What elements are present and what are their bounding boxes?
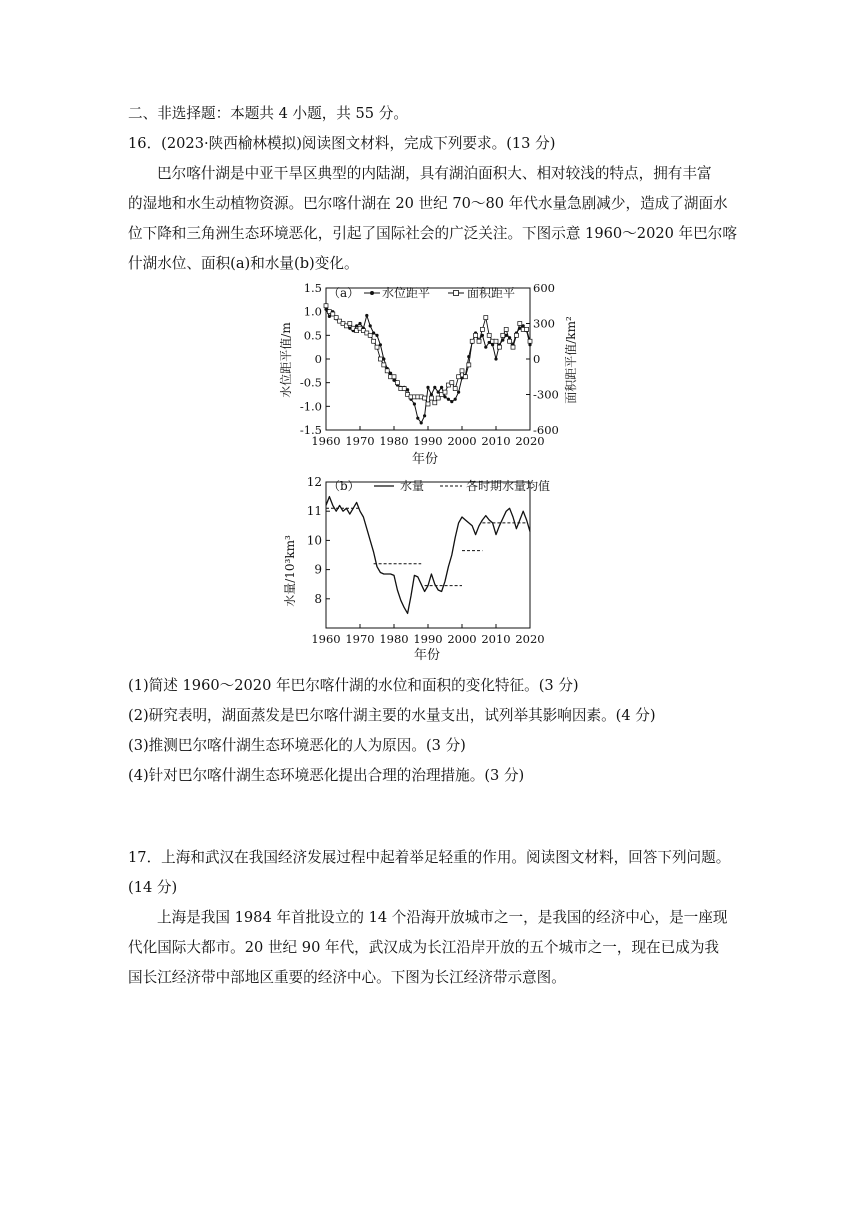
chart-a-y2tick-label: 300 [533,316,555,331]
chart-b-ytick-label: 8 [314,591,322,606]
chart-a-area-point [497,345,501,349]
chart-a-area-point [433,401,437,405]
chart-a-area-point [525,327,529,331]
chart-a-level-point [494,357,497,360]
q16-para-line: 位下降和三角洲生态环境恶化，引起了国际社会的广泛关注。下图示意 1960～2020 年巴尔喀 [128,225,737,242]
section-heading: 二、非选择题：本题共 4 小题，共 55 分。 [128,105,408,122]
chart-a-area-point [477,339,481,343]
q16-question: (3)推测巴尔喀什湖生态环境恶化的人为原因。(3 分) [128,737,466,754]
chart-b-ytick-label: 9 [314,562,322,577]
chart-a-area-point [395,381,399,385]
chart-a-area-point [429,396,433,400]
chart-a-area-point [368,333,372,337]
q16-question: (4)针对巴尔喀什湖生态环境恶化提出合理的治理措施。(3 分) [128,767,525,784]
chart-b-xtick-label: 2020 [515,632,545,646]
legend-label-mean: 各时期水量均值 [466,479,551,493]
chart-a-level-point [375,334,378,337]
chart-a-level-point [413,402,416,405]
chart-b-volume-line [326,497,530,614]
legend-label-level: 水位距平 [382,286,431,300]
chart-a-y2tick-label: 600 [533,282,555,295]
chart-a-area-point [443,390,447,394]
chart-a-area-point [348,322,352,326]
chart-b-water-volume [270,474,590,664]
chart-a-area-point [375,345,379,349]
chart-a-ytick-label: 1.0 [303,304,322,319]
chart-a-area-point [484,316,488,320]
chart-a-area-point [514,333,518,337]
chart-a-level-point [423,414,426,417]
chart-a-ylabel: 水位距平值/m [279,322,293,398]
chart-a-area-point [518,322,522,326]
chart-b-xlabel: 年份 [413,648,441,663]
chart-a-ytick-label: -1.0 [299,399,322,414]
chart-a-ytick-label: 1.5 [303,282,322,295]
chart-a-ytick-label: -0.5 [299,375,322,390]
chart-a-xtick-label: 1980 [379,434,409,448]
chart-a-level-point [420,421,423,424]
chart-a-area-point [423,396,427,400]
chart-a-level-point [426,386,429,389]
chart-a-area-point [501,333,505,337]
chart-a-area-point [324,304,328,308]
chart-a-area-point [508,339,512,343]
chart-a-area-point [450,381,454,385]
chart-b-xtick-label: 1980 [379,632,409,646]
chart-a-area-point [382,363,386,367]
q16-para-line: 巴尔喀什湖是中亚干旱区典型的内陆湖，具有湖泊面积大、相对较浅的特点，拥有丰富 [157,165,712,182]
chart-a-xtick-label: 1970 [345,434,375,448]
q17-title-cont: (14 分) [128,879,178,896]
q17-para-line: 国长江经济带中部地区重要的经济中心。下图为长江经济带示意图。 [128,969,566,986]
chart-a-area-point [487,333,491,337]
q17-title: 17．上海和武汉在我国经济发展过程中起着举足轻重的作用。阅读图文材料，回答下列问题。 [128,849,731,866]
chart-a-xtick-label: 1960 [311,434,341,448]
chart-b-ylabel: 水量/10³km³ [283,535,297,607]
chart-a-level-point [457,391,460,394]
chart-b-xtick-label: 2000 [447,632,477,646]
chart-a-level-point [450,400,453,403]
chart-b-xtick-label: 1970 [345,632,375,646]
chart-a-area-point [460,369,464,373]
chart-a-area-point [528,339,532,343]
chart-a-level-point [440,386,443,389]
chart-a-level-point [365,314,368,317]
chart-b-panel-label: （b） [328,479,360,493]
chart-a-area-point [402,387,406,391]
chart-a-area-point [453,387,457,391]
chart-b-ytick-label: 10 [306,533,322,548]
chart-a-area-point [504,327,508,331]
chart-a-area-point [372,339,376,343]
chart-a-level-point [369,324,372,327]
chart-a-level-point [416,417,419,420]
chart-a-area-point [474,333,478,337]
chart-a-xtick-label: 1990 [413,434,443,448]
chart-a-frame [326,288,530,430]
chart-a-level-point [491,343,494,346]
chart-a-area-point [457,375,461,379]
q16-question: (2)研究表明，湖面蒸发是巴尔喀什湖主要的水量支出，试列举其影响因素。(4 分) [128,707,656,724]
chart-a-level-point [447,398,450,401]
chart-a-level-point [358,322,361,325]
chart-a-panel-label: （a） [328,286,360,300]
chart-a-area-point [470,339,474,343]
legend-marker-level [370,291,374,295]
chart-a-ytick-label: 0 [314,352,322,366]
chart-a-xtick-label: 2000 [447,434,477,448]
q17-para-line: 上海是我国 1984 年首批设立的 14 个沿海开放城市之一，是我国的经济中心，是一座现 [157,909,728,926]
chart-a-y2tick-label: -600 [533,423,559,437]
chart-b-xtick-label: 1990 [413,632,443,646]
chart-a-level-point [430,393,433,396]
chart-a-y2tick-label: -300 [533,387,559,402]
chart-a-level-point [484,346,487,349]
chart-a-area-point [467,363,471,367]
q16-title: 16．(2023·陕西榆林模拟)阅读图文材料，完成下列要求。(13 分) [128,135,556,152]
q16-para-line: 的湿地和水生动植物资源。巴尔喀什湖在 20 世纪 70～80 年代水量急剧减少，造成了湖面水 [128,195,728,212]
chart-a-ytick-label: 0.5 [303,328,322,343]
chart-b-ytick-label: 12 [306,475,322,489]
legend-label-area: 面积距平 [467,286,516,300]
chart-b-xtick-label: 2010 [481,632,511,646]
chart-a-water-level-area [270,282,590,468]
chart-a-y2tick-label: 0 [533,352,541,366]
chart-b-ytick-label: 11 [306,504,322,519]
q16-para-line: 什湖水位、面积(a)和水量(b)变化。 [128,255,359,272]
chart-a-level-point [528,343,531,346]
chart-a-area-point [511,345,515,349]
chart-a-y2label: 面积距平值/km² [564,316,578,404]
chart-a-area-point [385,369,389,373]
legend-label-volume: 水量 [400,479,425,493]
chart-a-level-point [454,398,457,401]
chart-b-xtick-label: 1960 [311,632,341,646]
chart-a-level-point [433,386,436,389]
chart-a-xlabel: 年份 [411,452,439,467]
chart-a-area-point [378,357,382,361]
chart-a-area-point [494,339,498,343]
chart-a-area-point [426,402,430,406]
chart-a-area-point [480,327,484,331]
q16-question: (1)简述 1960～2020 年巴尔喀什湖的水位和面积的变化特征。(3 分) [128,677,579,694]
legend-marker-area [454,291,459,296]
chart-a-area-point [463,375,467,379]
chart-a-xtick-label: 2020 [515,434,545,448]
chart-a-ytick-label: -1.5 [299,423,322,437]
chart-a-xtick-label: 2010 [481,434,511,448]
q17-para-line: 代化国际大都市。20 世纪 90 年代，武汉成为长江沿岸开放的五个城市之一，现在已成为我 [128,939,720,956]
chart-a-area-point [392,375,396,379]
